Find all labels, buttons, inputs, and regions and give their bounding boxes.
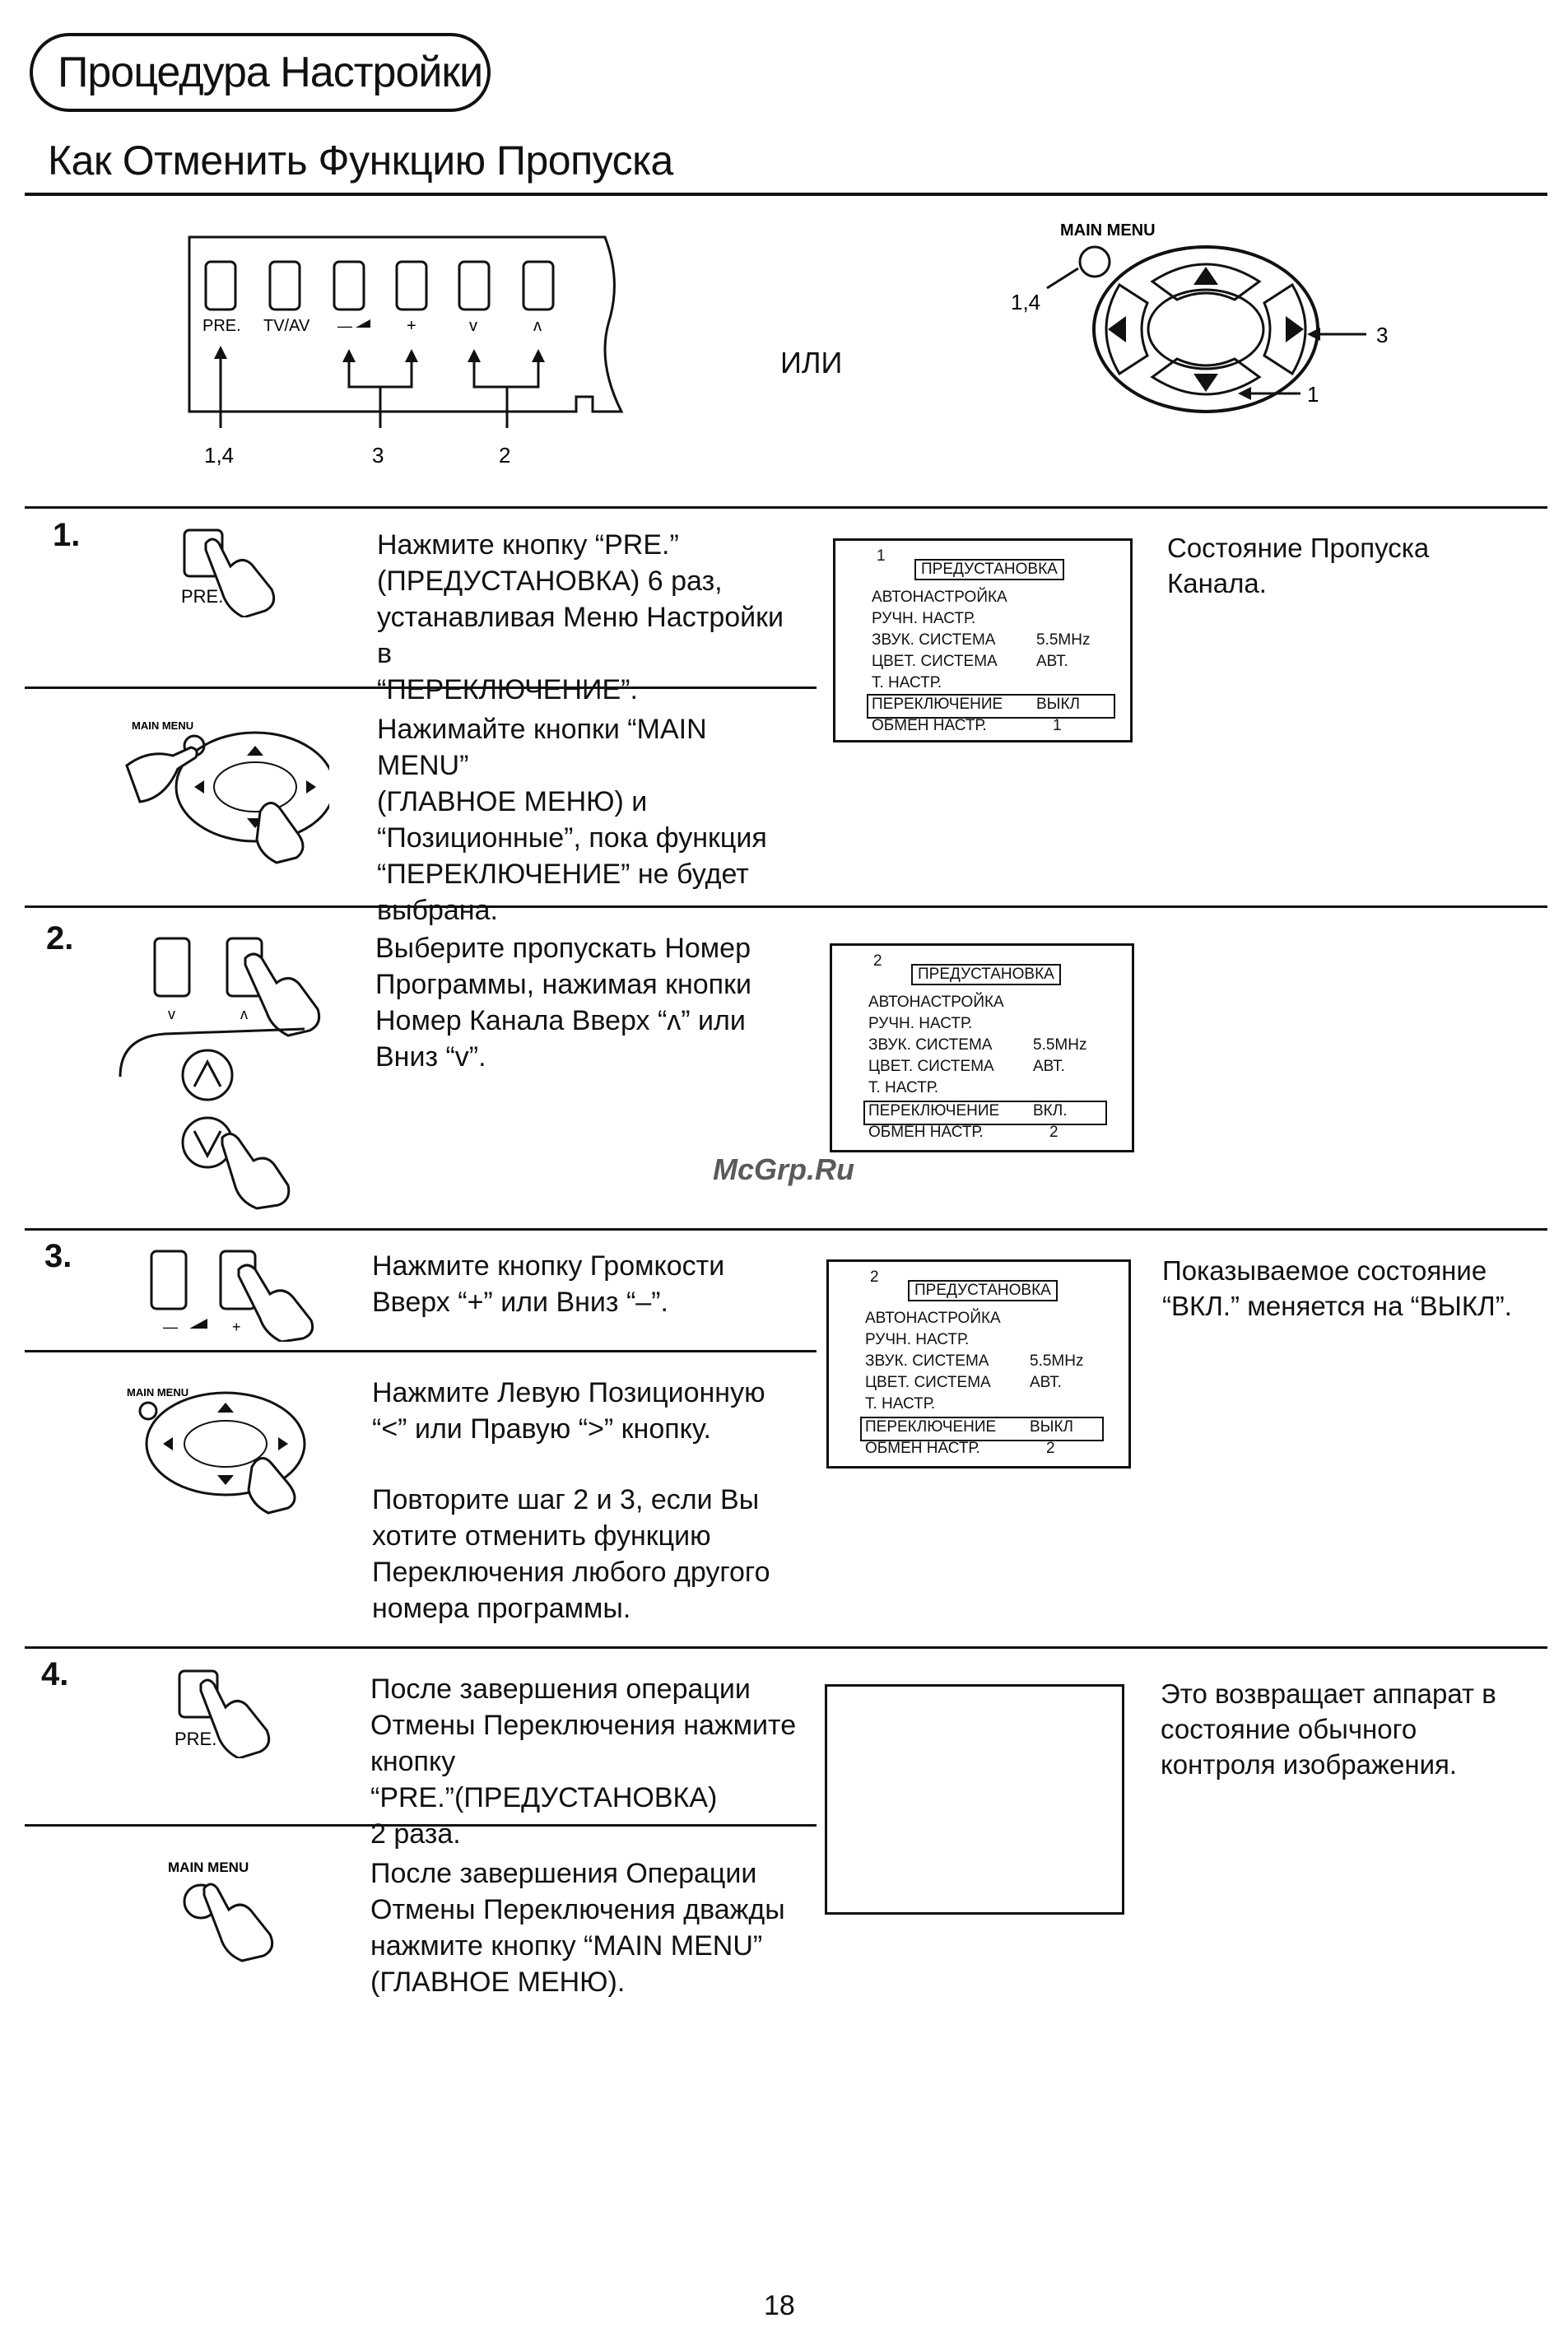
menu-row-label: ЗВУК. СИСТЕМА [865, 1352, 989, 1370]
menu-row-label: ОБМЕН НАСТР. [865, 1440, 980, 1457]
step-3-text-c: Повторите шаг 2 и 3, если Вы хотите отменить функцию Переключения любого другого номера программы. [372, 1484, 770, 1624]
main-menu-small-label: MAIN MENU [127, 1386, 189, 1399]
menu-title: ПРЕДУСТАНОВКА [908, 1280, 1058, 1301]
menu-screen-step-3 [826, 1259, 1131, 1469]
panel-label-minus: — [337, 318, 352, 334]
press-main-menu-icon [115, 716, 329, 864]
main-menu-small-label: MAIN MENU [168, 1860, 249, 1875]
panel-label-tvav: TV/AV [263, 317, 310, 335]
menu-row [865, 1394, 935, 1415]
menu-number: 1 [877, 547, 886, 565]
panel-callout-3: 3 [372, 443, 384, 468]
menu-row-label: ЗВУК. СИСТЕМА [868, 1036, 993, 1054]
panel-label-v: v [469, 317, 477, 335]
watermark: McGrp.Ru [713, 1152, 855, 1186]
step-1-note: Состояние Пропуска Канала. [1167, 533, 1430, 598]
remote-main-menu-label: MAIN MENU [1060, 221, 1156, 240]
menu-row [868, 1013, 972, 1035]
menu-row-label: ПЕРЕКЛЮЧЕНИЕ [868, 1102, 1000, 1119]
menu-row [872, 608, 975, 630]
menu-row-label: РУЧН. НАСТР. [868, 1015, 973, 1032]
menu-row [868, 1056, 1065, 1078]
front-panel-diagram [148, 222, 675, 486]
vol-down-button-shape [334, 262, 364, 310]
panel-label-caret: ʌ [533, 317, 542, 335]
left-arrow-icon [1108, 316, 1126, 342]
menu-row-value: 5.5MHz [1033, 1036, 1087, 1054]
menu-row-label: ЦВЕТ. СИСТЕМА [868, 1058, 994, 1075]
menu-row-value: 5.5MHz [1030, 1352, 1084, 1370]
menu-row [865, 1308, 1001, 1329]
main-menu-small-label: MAIN MENU [132, 719, 194, 732]
step-4-text-a: После завершения операции Отмены Переключения нажмите кнопку “PRE.”(ПРЕДУСТАНОВКА) 2 раза. [370, 1673, 797, 1850]
step-number: 3. [44, 1238, 72, 1274]
menu-row-value: ВКЛ. [1033, 1102, 1068, 1119]
menu-row [865, 1438, 1055, 1459]
menu-title: ПРЕДУСТАНОВКА [911, 964, 1061, 985]
vol-up-label: + [232, 1319, 241, 1335]
menu-row [868, 992, 1004, 1013]
menu-row-label: Т. НАСТР. [868, 1079, 939, 1096]
menu-row-value: ВЫКЛ [1030, 1418, 1074, 1436]
menu-row [868, 1078, 938, 1099]
menu-row-value: 1 [1053, 717, 1062, 734]
panel-label-plus: + [407, 317, 416, 335]
step-3-text-b: Нажмите Левую Позиционную “<” или Правую “>” кнопку. [372, 1377, 765, 1445]
menu-row-label: ОБМЕН НАСТР. [868, 1124, 984, 1141]
step-number: 4. [41, 1656, 69, 1692]
menu-row-label: АВТОНАСТРОЙКА [865, 1310, 1001, 1327]
menu-row-value: 2 [1046, 1440, 1055, 1457]
step-2-text-a: Выберите пропускать Номер Программы, нажимая кнопки Номер Канала Вверх “ʌ” или Вниз “v”. [375, 933, 751, 1073]
menu-row-label: ЗВУК. СИСТЕМА [872, 631, 996, 649]
menu-row-value: 2 [1049, 1124, 1059, 1141]
ch-up-label: ʌ [240, 1006, 248, 1022]
page-title: Процедура Настройки [58, 49, 483, 96]
menu-row-value: 5.5MHz [1036, 631, 1091, 649]
step-number: 2. [46, 920, 74, 957]
main-menu-button-shape [1080, 247, 1110, 277]
menu-row [868, 1122, 1059, 1143]
down-arrow-icon [1193, 374, 1218, 392]
menu-row-label: ПЕРЕКЛЮЧЕНИЕ [872, 696, 1003, 713]
menu-row-value: АВТ. [1033, 1058, 1065, 1075]
step-1-text-a: Нажмите кнопку “PRE.” (ПРЕДУСТАНОВКА) 6 раз, устанавливая Меню Настройки в “ПЕРЕКЛЮЧЕНИЕ”. [377, 529, 784, 705]
menu-row [872, 630, 1091, 651]
menu-row [865, 1329, 969, 1351]
menu-row [872, 694, 1081, 715]
step-4-note: Это возвращает аппарат в состояние обычного контроля изображения. [1161, 1678, 1496, 1780]
step-3-mid-rule [25, 1350, 817, 1352]
menu-number: 2 [870, 1268, 879, 1286]
menu-row-label: РУЧН. НАСТР. [872, 610, 976, 627]
press-pre-icon [173, 519, 296, 617]
remote-callout-1: 1 [1307, 382, 1319, 407]
pre-label: PRE. [174, 1729, 217, 1749]
panel-callout-14: 1,4 [204, 443, 235, 468]
remote-callout-14: 1,4 [1011, 290, 1041, 314]
menu-row-label: АВТОНАСТРОЙКА [872, 589, 1007, 606]
panel-label-pre: PRE. [202, 317, 241, 335]
step-1-text-b: Нажимайте кнопки “MAIN MENU” (ГЛАВНОЕ МЕНЮ) и “Позиционные”, пока функция “ПЕРЕКЛЮЧЕНИЕ” не будет выбрана. [377, 714, 767, 926]
step-4-text-b: После завершения Операции Отмены Переключения дважды нажмите кнопку “MAIN MENU” (ГЛАВНОЕ МЕНЮ). [370, 1858, 785, 1998]
press-pre-icon [165, 1659, 288, 1758]
menu-row [865, 1372, 1062, 1394]
menu-row-label: Т. НАСТР. [865, 1395, 936, 1413]
vol-up-button-shape [397, 262, 426, 310]
step-4-rule [25, 1646, 1547, 1649]
volume-buttons-icon [140, 1243, 337, 1342]
menu-row [868, 1101, 1068, 1122]
menu-row-label: РУЧН. НАСТР. [865, 1331, 970, 1348]
or-label: ИЛИ [780, 346, 843, 379]
blank-tv-screen [825, 1684, 1124, 1915]
menu-screen-step-2 [830, 943, 1134, 1152]
remote-callout-3: 3 [1376, 323, 1389, 347]
ch-up-button-shape [523, 262, 553, 310]
pre-label: PRE. [181, 586, 224, 607]
channel-buttons-icon [115, 922, 346, 1210]
menu-row [872, 715, 1062, 737]
up-arrow-icon [1193, 267, 1218, 285]
step-3-text-a: Нажмите кнопку Громкости Вверх “+” или Вниз “–”. [372, 1250, 725, 1318]
menu-row-label: Т. НАСТР. [872, 674, 942, 691]
menu-row-label: ПЕРЕКЛЮЧЕНИЕ [865, 1418, 997, 1436]
menu-screen-step-1 [833, 538, 1133, 742]
menu-row [865, 1417, 1074, 1438]
step-3-rule [25, 1228, 1547, 1231]
menu-row-label: ЦВЕТ. СИСТЕМА [865, 1374, 991, 1391]
panel-callout-2: 2 [499, 443, 511, 468]
step-1-rule [25, 506, 1547, 509]
ch-down-button-shape [459, 262, 489, 310]
tvav-button-shape [270, 262, 300, 310]
menu-row [872, 673, 942, 694]
pre-button-shape [206, 262, 235, 310]
menu-row [872, 651, 1068, 673]
title-underline [25, 193, 1547, 196]
page-subtitle: Как Отменить Функцию Пропуска [48, 137, 673, 184]
menu-row-value: АВТ. [1036, 653, 1068, 670]
menu-number: 2 [873, 952, 882, 970]
menu-row [865, 1351, 1084, 1372]
remote-diagram [988, 214, 1416, 428]
menu-row-label: ЦВЕТ. СИСТЕМА [872, 653, 998, 670]
menu-row-label: АВТОНАСТРОЙКА [868, 994, 1004, 1011]
menu-row-value: АВТ. [1030, 1374, 1062, 1391]
menu-row [872, 587, 1007, 608]
page-number: 18 [764, 2290, 795, 2321]
right-arrow-icon [1286, 316, 1304, 342]
step-3-note: Показываемое состояние “ВКЛ.” меняется на “ВЫКЛ”. [1162, 1255, 1512, 1321]
ch-down-label: v [168, 1006, 175, 1022]
menu-row-value: ВЫКЛ [1036, 696, 1081, 713]
step-number: 1. [53, 517, 81, 553]
menu-row-label: ОБМЕН НАСТР. [872, 717, 987, 734]
menu-row [868, 1035, 1087, 1056]
up-circle-button [183, 1050, 232, 1100]
press-main-menu-icon [165, 1857, 305, 1964]
vol-down-label: — [163, 1319, 178, 1335]
section-title-pill [30, 33, 491, 112]
press-position-icon [123, 1383, 337, 1515]
menu-title: ПРЕДУСТАНОВКА [914, 559, 1064, 580]
